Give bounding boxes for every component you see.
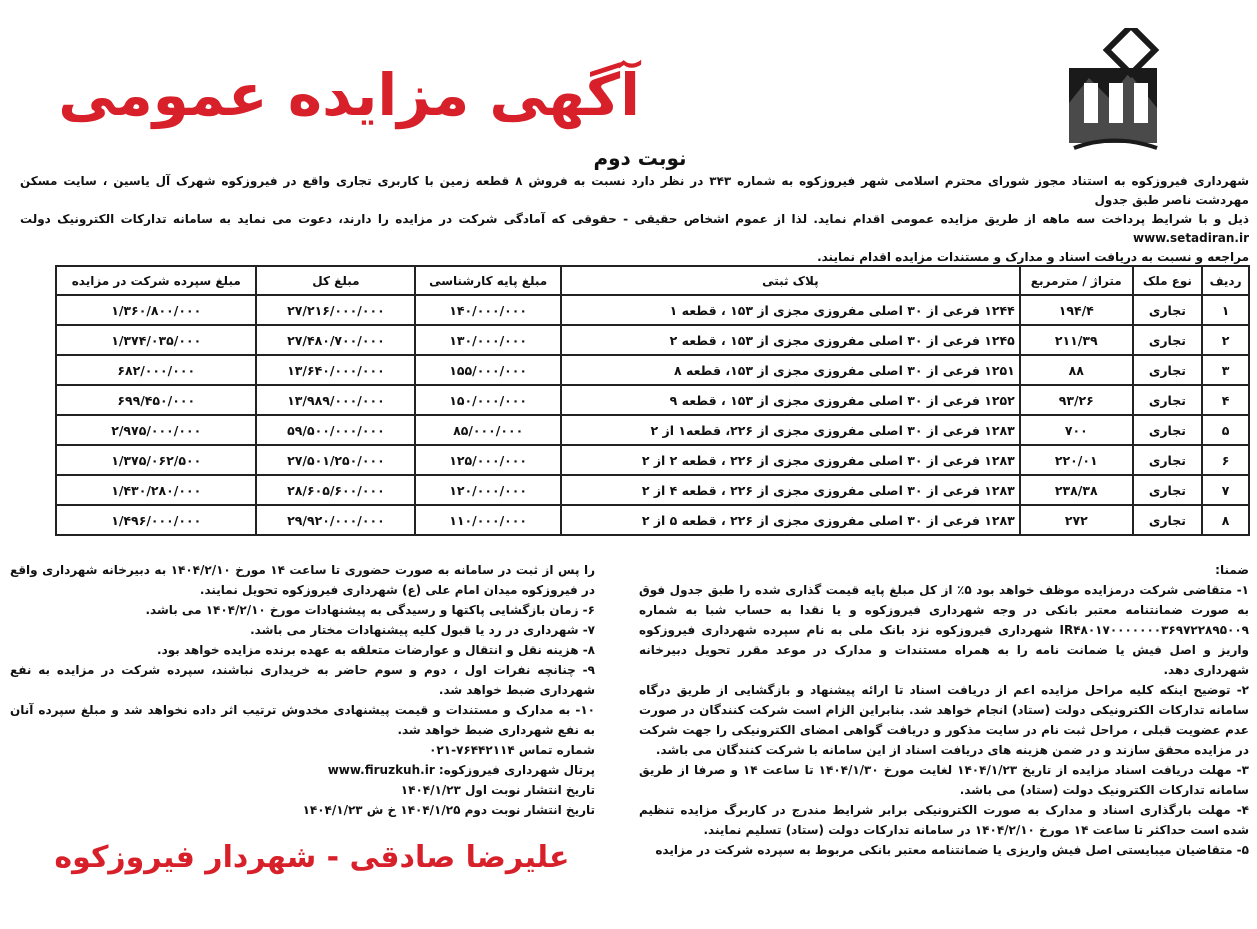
table-cell: ۱۳/۹۸۹/۰۰۰/۰۰۰ bbox=[256, 385, 415, 415]
table-body bbox=[56, 295, 1249, 535]
table-cell: ۵ bbox=[1202, 415, 1249, 445]
table-cell: ۸۵/۰۰۰/۰۰۰ bbox=[415, 415, 560, 445]
table-cell: ۱۲۸۳ فرعی از ۳۰ اصلی مفروزی مجزی از ۲۲۶، قطعه۱ از ۲ bbox=[561, 415, 1020, 445]
table-row bbox=[56, 415, 1249, 445]
intro-line: مراجعه و نسبت به دریافت اسناد و مدارک و مستندات مزایده اقدام نمایند. bbox=[817, 250, 1249, 264]
table-cell: تجاری bbox=[1133, 325, 1202, 355]
table-cell: ۲۷/۴۸۰/۷۰۰/۰۰۰ bbox=[256, 325, 415, 355]
note-item: ۳- مهلت دریافت اسناد مزایده از تاریخ ۱۴۰۴/۱/۲۳ لغایت مورخ ۱۴۰۴/۱/۳۰ تا ساعت ۱۴ و صرفا از طریق سامانه تدارکات الکترونیک دولت (ستاد) می باشد. bbox=[639, 763, 1249, 797]
table-cell: ۱/۴۹۶/۰۰۰/۰۰۰ bbox=[56, 505, 256, 535]
note-item: ۵- متقاضیان میبایستی اصل فیش واریزی یا ضمانتنامه معتبر بانکی مربوط به سپرده شرکت در مزایده bbox=[655, 843, 1249, 857]
table-cell: ۲/۹۷۵/۰۰۰/۰۰۰ bbox=[56, 415, 256, 445]
table-cell: ۶۹۹/۴۵۰/۰۰۰ bbox=[56, 385, 256, 415]
notes-left-column bbox=[10, 560, 595, 820]
table-cell: ۲۲۰/۰۱ bbox=[1020, 445, 1133, 475]
table-cell: ۱۵۵/۰۰۰/۰۰۰ bbox=[415, 355, 560, 385]
page-title: آگهی مزایده عمومی bbox=[58, 61, 640, 129]
note-item: را پس از ثبت در سامانه به صورت حضوری تا ساعت ۱۴ مورخ ۱۴۰۴/۲/۱۰ به دبیرخانه شهرداری واقع در فیروزکوه میدان امام علی (ع) شهرداری فیروزکوه تحویل نمایند. bbox=[10, 563, 595, 597]
table-cell: ۲۷۲ bbox=[1020, 505, 1133, 535]
table-row bbox=[56, 505, 1249, 535]
intro-line-text: ذیل و با شرایط پرداخت سه ماهه از طریق مزایده عمومی اقدام نماید. لذا از عموم اشخاص حقیقی - حقوقی که آمادگی شرکت در مزایده را دارند، دعوت می نماید به سامانه تدارکات الکترونیک دولت bbox=[20, 212, 1249, 226]
table-cell: تجاری bbox=[1133, 355, 1202, 385]
table-cell: تجاری bbox=[1133, 505, 1202, 535]
table-cell: ۱۲۸۳ فرعی از ۳۰ اصلی مفروزی مجزی از ۲۲۶ ، قطعه ۲ از ۲ bbox=[561, 445, 1020, 475]
table-cell: ۱۵۰/۰۰۰/۰۰۰ bbox=[415, 385, 560, 415]
column-header: ردیف bbox=[1202, 266, 1249, 295]
intro-url: www.setadiran.ir bbox=[1132, 231, 1249, 245]
column-header: متراژ / مترمربع bbox=[1020, 266, 1133, 295]
table-row bbox=[56, 385, 1249, 415]
table-cell: ۱/۴۳۰/۲۸۰/۰۰۰ bbox=[56, 475, 256, 505]
municipality-logo bbox=[1059, 28, 1179, 158]
table-cell: ۲۳۸/۳۸ bbox=[1020, 475, 1133, 505]
intro-line: شهرداری فیروزکوه به استناد مجوز شورای محترم اسلامی شهر فیروزکوه به شماره ۳۴۳ در نظر دارد نسبت به فروش ۸ قطعه زمین با کاربری تجاری واقع در فیروزکوه شهرک آل یاسین ، سایت مسکن مهردشت ناصر طبق جدول bbox=[20, 174, 1249, 207]
table-cell: ۱۴۰/۰۰۰/۰۰۰ bbox=[415, 295, 560, 325]
publish-date-second: تاریخ انتشار نوبت دوم ۱۴۰۴/۱/۲۵ خ ش ۱۴۰۴/۱/۲۳ bbox=[302, 803, 595, 817]
note-item: ۲- توضیح اینکه کلیه مراحل مزایده اعم از دریافت اسناد تا ارائه پیشنهاد و بازگشایی از طریق درگاه سامانه تدارکات الکترونیکی دولت (ستاد) انجام خواهد شد. بنابراین الزام است شرکت کنندگان در صورت عدم عضویت قبلی ، مراحل ثبت نام در سایت مذکور و دریافت گواهی امضای الکترونیکی را جهت شرکت در مزایده محقق سازند و در ضمن هزینه های دریافت اسناد از این سامانه با شرکت کنندگان می باشد. bbox=[639, 683, 1249, 757]
table-cell: ۱۲۴۵ فرعی از ۳۰ اصلی مفروزی مجزی از ۱۵۳ ، قطعه ۲ bbox=[561, 325, 1020, 355]
table-cell: ۱/۳۷۵/۰۶۲/۵۰۰ bbox=[56, 445, 256, 475]
contact-phone: شماره تماس ۷۶۴۴۲۱۱۴-۰۲۱ bbox=[429, 743, 595, 757]
table-cell: ۷ bbox=[1202, 475, 1249, 505]
note-item: ۱۰- به مدارک و مستندات و قیمت پیشنهادی مخدوش ترتیب اثر داده نخواهد شد و مبلغ سپرده آنان به نفع شهرداری ضبط خواهد شد. bbox=[10, 703, 595, 737]
table-cell: تجاری bbox=[1133, 295, 1202, 325]
table-cell: ۲۷/۲۱۶/۰۰۰/۰۰۰ bbox=[256, 295, 415, 325]
column-header: مبلغ کل bbox=[256, 266, 415, 295]
table-cell: ۱۲۵۱ فرعی از ۳۰ اصلی مفروزی مجزی از ۱۵۳، قطعه ۸ bbox=[561, 355, 1020, 385]
table-cell: ۱۳۰/۰۰۰/۰۰۰ bbox=[415, 325, 560, 355]
table-row bbox=[56, 325, 1249, 355]
column-header: پلاک ثبتی bbox=[561, 266, 1020, 295]
table-cell: تجاری bbox=[1133, 445, 1202, 475]
publish-date-first: تاریخ انتشار نوبت اول ۱۴۰۴/۱/۲۳ bbox=[400, 783, 595, 797]
portal-url: پرتال شهرداری فیروزکوه: www.firuzkuh.ir bbox=[327, 763, 595, 777]
table-cell: تجاری bbox=[1133, 415, 1202, 445]
mayor-signature-line: علیرضا صادقی - شهردار فیروزکوه bbox=[54, 840, 570, 875]
notes-right-column bbox=[639, 560, 1249, 860]
table-row bbox=[56, 295, 1249, 325]
table-cell: ۱۲۴۴ فرعی از ۳۰ اصلی مفروزی مجزی از ۱۵۳ ، قطعه ۱ bbox=[561, 295, 1020, 325]
table-cell: تجاری bbox=[1133, 475, 1202, 505]
intro-paragraph bbox=[20, 172, 1249, 267]
table-cell: ۱۲۸۳ فرعی از ۳۰ اصلی مفروزی مجزی از ۲۲۶ ، قطعه ۴ از ۲ bbox=[561, 475, 1020, 505]
table-cell: ۶ bbox=[1202, 445, 1249, 475]
table-cell: ۷۰۰ bbox=[1020, 415, 1133, 445]
intro-line bbox=[20, 210, 1249, 248]
table-cell: تجاری bbox=[1133, 385, 1202, 415]
note-item: ۶- زمان بازگشایی پاکتها و رسیدگی به پیشنهادات مورخ ۱۴۰۴/۲/۱۰ می باشد. bbox=[145, 603, 595, 617]
table-cell: ۱۲۵۲ فرعی از ۳۰ اصلی مفروزی مجزی از ۱۵۳ ، قطعه ۹ bbox=[561, 385, 1020, 415]
column-header: مبلغ سپرده شرکت در مزایده bbox=[56, 266, 256, 295]
table-row bbox=[56, 445, 1249, 475]
column-header: مبلغ پایه کارشناسی bbox=[415, 266, 560, 295]
table-cell: ۱/۳۶۰/۸۰۰/۰۰۰ bbox=[56, 295, 256, 325]
table-cell: ۶۸۲/۰۰۰/۰۰۰ bbox=[56, 355, 256, 385]
table-cell: ۸ bbox=[1202, 505, 1249, 535]
column-header: نوع ملک bbox=[1133, 266, 1202, 295]
table-cell: ۱۲۰/۰۰۰/۰۰۰ bbox=[415, 475, 560, 505]
table-cell: ۲ bbox=[1202, 325, 1249, 355]
table-cell: ۲۸/۶۰۵/۶۰۰/۰۰۰ bbox=[256, 475, 415, 505]
table-cell: ۸۸ bbox=[1020, 355, 1133, 385]
table-cell: ۱ bbox=[1202, 295, 1249, 325]
table-cell: ۲۷/۵۰۱/۲۵۰/۰۰۰ bbox=[256, 445, 415, 475]
table-cell: ۲۹/۹۲۰/۰۰۰/۰۰۰ bbox=[256, 505, 415, 535]
table-cell: ۲۱۱/۳۹ bbox=[1020, 325, 1133, 355]
table-cell: ۱۳/۶۴۰/۰۰۰/۰۰۰ bbox=[256, 355, 415, 385]
note-item: ۴- مهلت بارگذاری اسناد و مدارک به صورت الکترونیکی برابر شرایط مندرج در کاربرگ مزایده تنظیم شده است حداکثر تا ساعت ۱۴ مورخ ۱۴۰۴/۲/۱۰ در سامانه تدارکات دولت (ستاد) تسلیم نمایند. bbox=[639, 803, 1249, 837]
note-item: ۸- هزینه نقل و انتقال و عوارضات متعلقه به عهده برنده مزایده خواهد بود. bbox=[157, 643, 595, 657]
table-cell: ۵۹/۵۰۰/۰۰۰/۰۰۰ bbox=[256, 415, 415, 445]
note-item: ۱- متقاضی شرکت درمزایده موظف خواهد بود ۵٪ از کل مبلغ پایه قیمت گذاری شده را طبق جدول فوق به صورت ضمانتنامه معتبر بانکی در وجه شهرداری فیروزکوه و یا نقدا به حساب شبا به شماره IR۴۸۰۱۷۰۰۰۰۰۰۰۳۶۹۷۲۲۸۹۵۰۰۹ شهرداری فیروزکوه نزد بانک ملی به نام سپرده شهرداری فیروزکوه واریز و اصل فیش یا ضمانت نامه را به همراه مستندات و مدارک در موعد مقرر تحویل دبیرخانه شهرداری دهد. bbox=[639, 583, 1249, 677]
table-cell: ۱/۳۷۴/۰۳۵/۰۰۰ bbox=[56, 325, 256, 355]
table-cell: ۳ bbox=[1202, 355, 1249, 385]
note-item: ۷- شهرداری در رد یا قبول کلیه پیشنهادات مختار می باشد. bbox=[250, 623, 595, 637]
table-cell: ۱۲۸۳ فرعی از ۳۰ اصلی مفروزی مجزی از ۲۲۶ ، قطعه ۵ از ۲ bbox=[561, 505, 1020, 535]
note-item: ۹- چنانچه نفرات اول ، دوم و سوم حاضر به خریداری نباشند، سپرده شرکت در مزایده به نفع شهرداری ضبط خواهد شد. bbox=[10, 663, 595, 697]
table-header-row bbox=[56, 266, 1249, 295]
table-cell: ۹۳/۲۶ bbox=[1020, 385, 1133, 415]
table-cell: ۴ bbox=[1202, 385, 1249, 415]
table-row bbox=[56, 355, 1249, 385]
table-cell: ۱۱۰/۰۰۰/۰۰۰ bbox=[415, 505, 560, 535]
table-cell: ۱۲۵/۰۰۰/۰۰۰ bbox=[415, 445, 560, 475]
lots-table bbox=[55, 265, 1250, 536]
table-row bbox=[56, 475, 1249, 505]
page-subtitle: نوبت دوم bbox=[593, 146, 687, 170]
note-item: ضمنا: bbox=[1215, 563, 1249, 577]
table-cell: ۱۹۴/۴ bbox=[1020, 295, 1133, 325]
